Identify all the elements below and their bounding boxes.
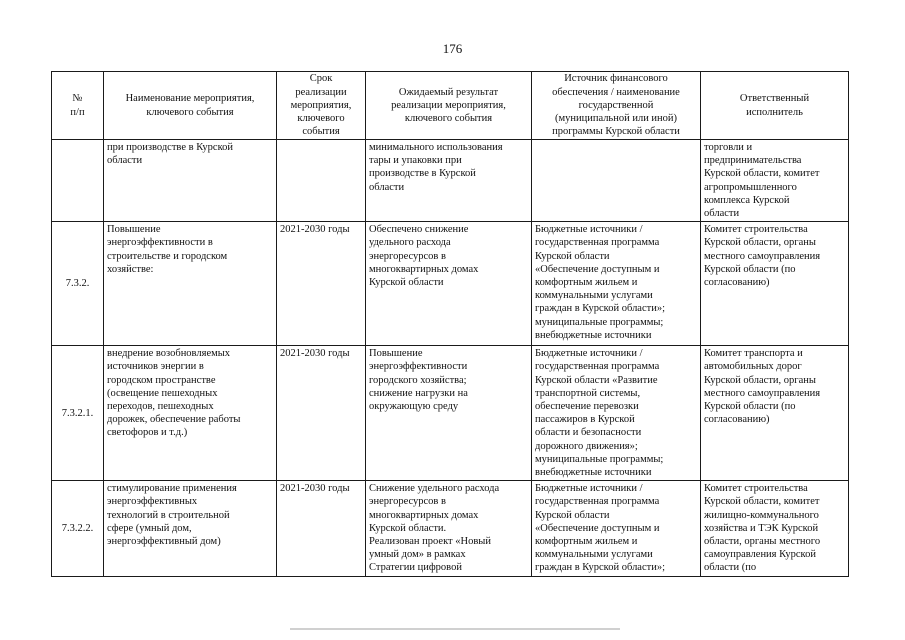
header-num: № п/п <box>52 72 104 140</box>
row-executor: Комитет транспорта и автомобильных дорог Курской области, органы местного самоуправления Курской области (по согласованию) <box>701 346 849 481</box>
header-term: Срок реализации мероприятия, ключевого события <box>277 72 366 140</box>
row-term <box>277 140 366 222</box>
measures-table <box>51 71 849 577</box>
row-name: стимулирование применения энергоэффективных технологий в строительной сфере (умный дом, энергоэффективный дом) <box>104 481 277 576</box>
row-name: при производстве в Курской области <box>104 140 277 222</box>
row-executor: Комитет строительства Курской области, органы местного самоуправления Курской области (по согласованию) <box>701 222 849 346</box>
header-name: Наименование мероприятия, ключевого события <box>104 72 277 140</box>
row-source: Бюджетные источники / государственная программа Курской области «Обеспечение доступным и комфортным жильем и коммунальными услугами граждан в Курской области»; муниципальные программы; внебюджетные источники <box>532 222 701 346</box>
header-source: Источник финансового обеспечения / наименование государственной (муниципальной или иной) программы Курской области <box>532 72 701 140</box>
row-result: минимального использования тары и упаковки при производстве в Курской области <box>366 140 532 222</box>
row-executor: Комитет строительства Курской области, комитет жилищно-коммунального хозяйства и ТЭК Курской области, органы местного самоуправления Курской области (по <box>701 481 849 576</box>
row-source: Бюджетные источники / государственная программа Курской области «Обеспечение доступным и комфортным жильем и коммунальными услугами граждан в Курской области»; <box>532 481 701 576</box>
table-row <box>52 222 849 346</box>
row-name: Повышение энергоэффективности в строительстве и городском хозяйстве: <box>104 222 277 346</box>
row-term: 2021-2030 годы <box>277 346 366 481</box>
row-source <box>532 140 701 222</box>
row-executor: торговли и предпринимательства Курской области, комитет агропромышленного комплекса Курской области <box>701 140 849 222</box>
table-header-row <box>52 72 849 140</box>
header-executor: Ответственный исполнитель <box>701 72 849 140</box>
row-name: внедрение возобновляемых источников энергии в городском пространстве (освещение пешеходных переходов, пешеходных дорожек, обеспечение работы светофоров и т.д.) <box>104 346 277 481</box>
row-term: 2021-2030 годы <box>277 222 366 346</box>
page-edge-rule <box>290 628 620 630</box>
row-result: Обеспечено снижение удельного расхода энергоресурсов в многоквартирных домах Курской области <box>366 222 532 346</box>
row-num: 7.3.2.1. <box>52 346 104 481</box>
table-row <box>52 481 849 576</box>
page-number: 176 <box>442 41 463 56</box>
row-term: 2021-2030 годы <box>277 481 366 576</box>
row-result: Повышение энергоэффективности городского хозяйства; снижение нагрузки на окружающую среду <box>366 346 532 481</box>
table-row <box>52 140 849 222</box>
row-source: Бюджетные источники / государственная программа Курской области «Развитие транспортной системы, обеспечение перевозки пассажиров в Курской области и безопасности дорожного движения»; муниципальные программы; внебюджетные источники <box>532 346 701 481</box>
row-num <box>52 140 104 222</box>
row-num: 7.3.2.2. <box>52 481 104 576</box>
header-result: Ожидаемый результат реализации мероприятия, ключевого события <box>366 72 532 140</box>
row-result: Снижение удельного расхода энергоресурсов в многоквартирных домах Курской области. Реализован проект «Новый умный дом» в рамках Стратегии цифровой <box>366 481 532 576</box>
table-row <box>52 346 849 481</box>
row-num: 7.3.2. <box>52 222 104 346</box>
